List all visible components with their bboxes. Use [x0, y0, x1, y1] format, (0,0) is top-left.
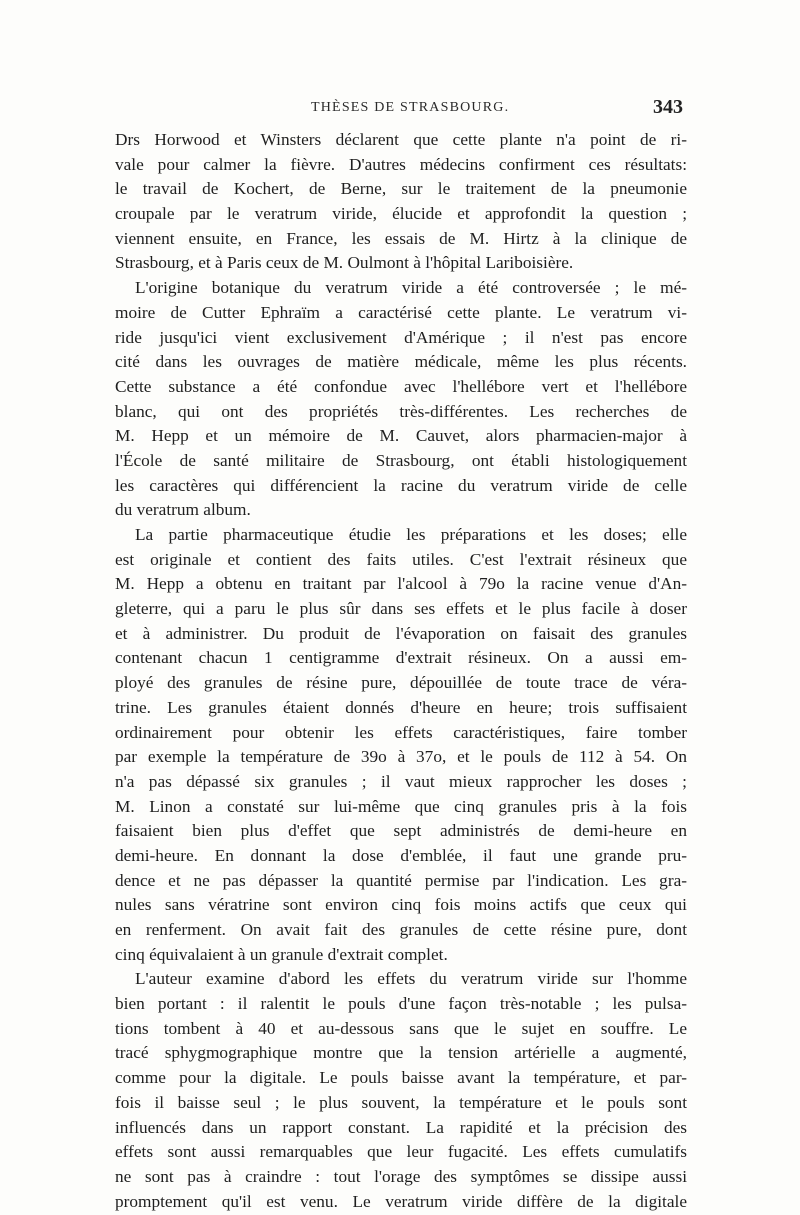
text-line: faisaient bien plus d'effet que sept administrés de demi-heure en	[115, 821, 687, 841]
text-line: tions tombent à 40 et au-dessous sans que le sujet en souffre. Le	[115, 1018, 687, 1038]
text-line: viennent ensuite, en France, les essais de M. Hirtz à la clinique de	[115, 228, 687, 248]
text-line: gleterre, qui a paru le plus sûr dans ses effets et le plus facile à doser	[115, 599, 687, 619]
text-line: moire de Cutter Ephraïm a caractérisé cette plante. Le veratrum vi-	[115, 302, 687, 322]
text-line: ployé des granules de résine pure, dépouillée de toute trace de véra-	[115, 673, 687, 693]
text-line: nules sans vératrine sont environ cinq fois moins actifs que ceux qui	[115, 895, 687, 915]
text-line: fois il baisse seul ; le plus souvent, la température et le pouls sont	[115, 1092, 687, 1112]
text-line: trine. Les granules étaient donnés d'heure en heure; trois suffisaient	[115, 697, 687, 717]
text-line: M. Linon a constaté sur lui-même que cinq granules pris à la fois	[115, 796, 687, 816]
text-line: et à administrer. Du produit de l'évaporation on faisait des granules	[115, 623, 687, 643]
text-line: en renferment. On avait fait des granules de cette résine pure, dont	[115, 920, 687, 939]
text-line: cinq équivalaient à un granule d'extrait complet.	[115, 944, 448, 964]
text-line: ne sont pas à craindre : tout l'orage des symptômes se dissipe aussi	[115, 1166, 687, 1186]
body-text	[115, 128, 687, 1211]
text-line: Strasbourg, et à Paris ceux de M. Oulmont à l'hôpital Lariboisière.	[115, 253, 574, 273]
text-line: les caractères qui différencient la racine du veratrum viride de celle	[115, 475, 687, 495]
running-head: THÈSES DE STRASBOURG.	[311, 100, 510, 115]
text-line: blanc, qui ont des propriétés très-différentes. Les recherches de	[115, 401, 687, 421]
text-line: croupale par le veratrum viride, élucide et approfondit la question ;	[115, 204, 687, 224]
text-line: comme pour la digitale. Le pouls baisse avant la température, et par-	[115, 1068, 687, 1088]
text-line: demi-heure. En donnant la dose d'emblée, il faut une grande pru-	[115, 845, 687, 865]
text-line: bien portant : il ralentit le pouls d'une façon très-notable ; les pulsa-	[115, 994, 687, 1014]
text-line: L'origine botanique du veratrum viride a été controversée ; le mé-	[135, 278, 687, 298]
text-line: le travail de Kochert, de Berne, sur le traitement de la pneumonie	[115, 179, 687, 199]
text-line: du veratrum album.	[115, 500, 251, 520]
page-header	[115, 98, 687, 122]
text-line: n'a pas dépassé six granules ; il vaut mieux rapprocher les doses ;	[115, 771, 687, 791]
text-line: vale pour calmer la fièvre. D'autres médecins confirment ces résultats:	[115, 154, 687, 174]
text-line: influencés dans un rapport constant. La rapidité et la précision des	[115, 1117, 687, 1137]
text-line: Cette substance a été confondue avec l'hellébore vert et l'hellébore	[115, 376, 687, 396]
text-line: tracé sphygmographique montre que la tension artérielle a augmenté,	[115, 1043, 687, 1063]
text-line: M. Hepp a obtenu en traitant par l'alcool à 79o la racine venue d'An-	[115, 574, 687, 594]
text-line: cité dans les ouvrages de matière médicale, même les plus récents.	[115, 352, 687, 372]
text-line: l'École de santé militaire de Strasbourg, ont établi histologiquement	[115, 450, 687, 470]
page-number: 343	[653, 96, 683, 118]
text-line: L'auteur examine d'abord les effets du veratrum viride sur l'homme	[135, 969, 687, 989]
text-line: promptement qu'il est venu. Le veratrum viride diffère de la digitale	[115, 1191, 687, 1211]
text-line: M. Hepp et un mémoire de M. Cauvet, alors pharmacien-major à	[115, 426, 687, 446]
text-line: ride jusqu'ici vient exclusivement d'Amérique ; il n'est pas encore	[115, 327, 687, 347]
text-line: ordinairement pour obtenir les effets caractéristiques, faire tomber	[115, 722, 687, 742]
text-line: La partie pharmaceutique étudie les préparations et les doses; elle	[135, 525, 687, 544]
text-line: est originale et contient des faits utiles. C'est l'extrait résineux que	[115, 549, 687, 569]
text-line: par exemple la température de 39o à 37o, et le pouls de 112 à 54. On	[115, 747, 687, 767]
text-line: Drs Horwood et Winsters déclarent que cette plante n'a point de ri-	[115, 130, 687, 149]
text-line: effets sont aussi remarquables que leur fugacité. Les effets cumulatifs	[115, 1142, 687, 1162]
text-line: contenant chacun 1 centigramme d'extrait résineux. On a aussi em-	[115, 648, 687, 668]
text-line: dence et ne pas dépasser la quantité permise par l'indication. Les gra-	[115, 870, 687, 890]
